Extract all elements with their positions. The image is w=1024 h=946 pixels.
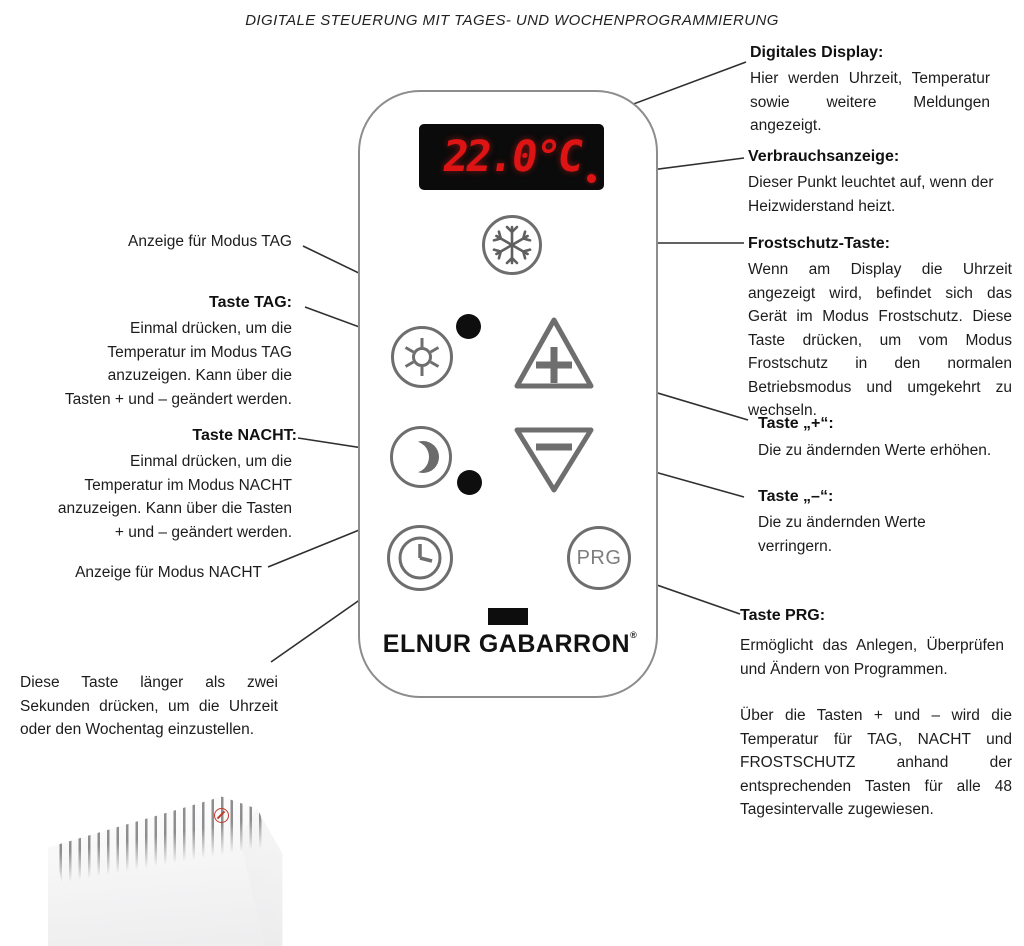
night-mode-indicator-dot (457, 470, 482, 495)
plus-triangle-icon (510, 313, 598, 393)
text-frostschutz-taste: Wenn am Display die Uhrzeit angezeigt wird, befindet sich das Gerät im Modus Frostschutz. Diese Taste drücken, um vom Modus Frostschutz in den normalen Betriebsmodus und umgekehrt zu wechseln. (748, 261, 1012, 419)
heading-frostschutz-taste: Frostschutz-Taste: (748, 235, 890, 252)
heater-grille (50, 792, 266, 883)
day-mode-indicator-dot (456, 314, 481, 339)
minus-button (510, 423, 598, 497)
heading-taste-nacht: Taste NACHT: (192, 427, 297, 444)
text-taste-plus: Die zu ändernden Werte erhöhen. (758, 442, 992, 459)
registered-mark: ® (630, 630, 638, 640)
text-taste-nacht: Einmal drücken, um die Temperatur im Modus NACHT anzuzeigen. Kann über die Tasten + und – geändert werden. (57, 453, 292, 541)
text-clock-button: Diese Taste länger als zwei Sekunden drücken, um die Uhrzeit oder den Wochentag einzustellen. (20, 674, 278, 738)
text-digitales-display: Hier werden Uhrzeit, Temperatur sowie weitere Meldungen angezeigt. (750, 70, 990, 134)
page-title: DIGITALE STEUERUNG MIT TAGES- UND WOCHENPROGRAMMIERUNG (245, 12, 779, 29)
heading-taste-plus: Taste „+“: (758, 415, 834, 432)
heading-taste-prg: Taste PRG: (740, 607, 826, 624)
label-anzeige-modus-tag: Anzeige für Modus TAG (128, 233, 292, 250)
brand-logo-mark (488, 608, 528, 625)
night-mode-button (390, 426, 452, 488)
display-temperature-readout: 22.0°C (439, 132, 584, 182)
text-taste-tag: Einmal drücken, um die Temperatur im Modus TAG anzuzeigen. Kann über die Tasten + und – geändert werden. (64, 320, 292, 408)
heading-verbrauchsanzeige: Verbrauchsanzeige: (748, 148, 900, 165)
consumption-indicator-dot (587, 174, 596, 183)
day-mode-button (391, 326, 453, 388)
text-taste-prg-2: Über die Tasten + und – wird die Temperatur für TAG, NACHT und FROSTSCHUTZ anhand der entsprechenden Tasten für alle 48 Tagesintervalle zugewiesen. (740, 707, 1012, 818)
do-not-cover-icon (214, 808, 229, 823)
prg-button (567, 526, 631, 590)
control-panel (358, 90, 658, 698)
heading-digitales-display: Digitales Display: (750, 44, 884, 61)
moon-icon (398, 434, 444, 480)
digital-display (419, 124, 604, 190)
frost-protection-button (482, 215, 542, 275)
sun-icon (399, 334, 445, 380)
clock-icon (394, 532, 446, 584)
minus-triangle-icon (510, 423, 598, 497)
clock-button (387, 525, 453, 591)
text-taste-prg-1: Ermöglicht das Anlegen, Überprüfen und Ändern von Programmen. (740, 637, 1004, 678)
heater-product-photo (48, 792, 300, 946)
label-anzeige-modus-nacht: Anzeige für Modus NACHT (75, 564, 262, 581)
heading-taste-minus: Taste „–“: (758, 488, 834, 505)
plus-button (510, 313, 598, 393)
text-taste-minus: Die zu ändernden Werte verringern. (758, 514, 926, 555)
snowflake-icon (490, 223, 534, 267)
prg-button-label: PRG (576, 546, 622, 569)
text-verbrauchsanzeige: Dieser Punkt leuchtet auf, wenn der Heizwiderstand heizt. (748, 174, 994, 215)
brand-name: ELNUR GABARRON® (382, 630, 638, 658)
heading-taste-tag: Taste TAG: (209, 294, 292, 311)
